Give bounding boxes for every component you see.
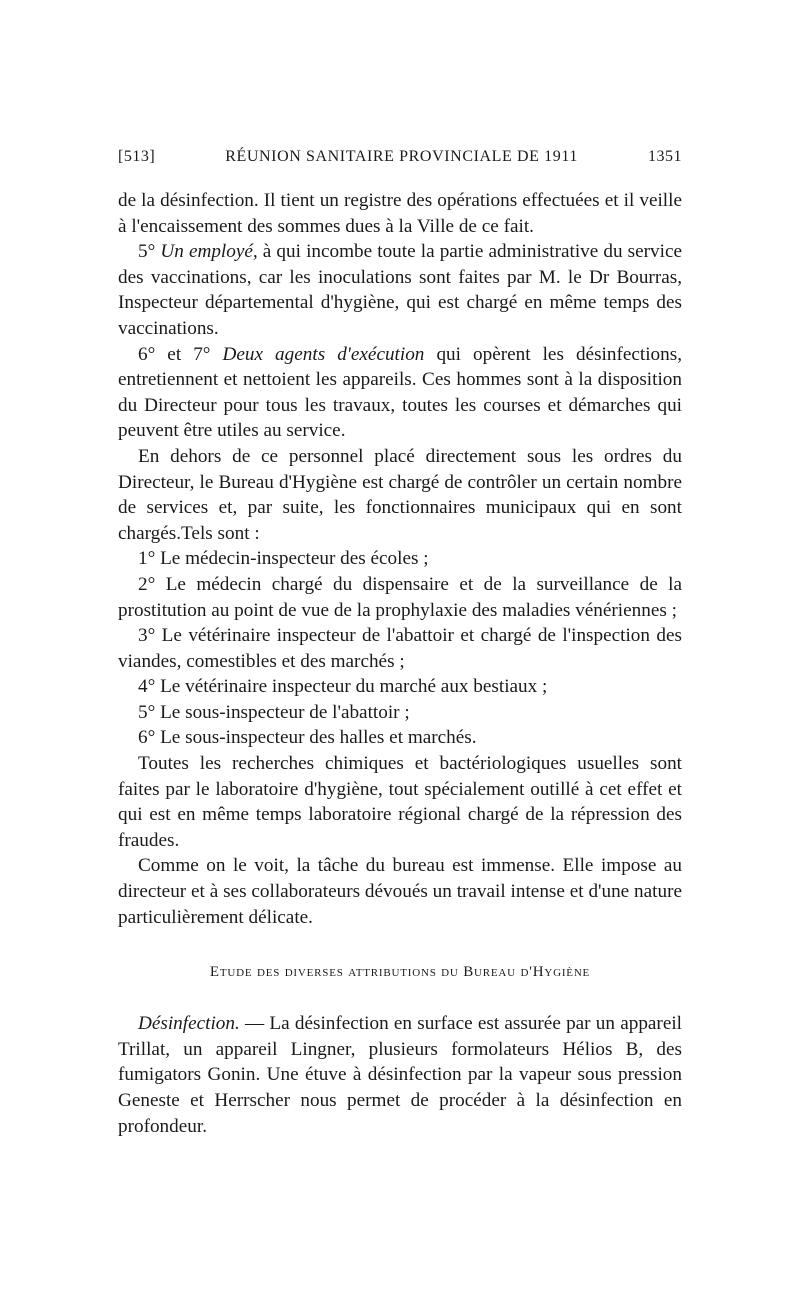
list-item [118, 674, 682, 700]
list-item [118, 572, 682, 623]
text-run: 6° Le sous-inspecteur des halles et marchés. [138, 727, 477, 749]
text-run: à qui incombe toute la partie administrative du service des vaccinations, car les inoculations sont faites par M. le Dr Bourras, Inspecteur départemental d'hygiène, qui est chargé en même temps des vaccinations. [118, 241, 683, 339]
text-run: 6° et 7° [138, 343, 223, 365]
running-header [118, 148, 682, 166]
text-run: En dehors de ce personnel placé directement sous les ordres du Directeur, le Bureau d'Hygiène est chargé de contrôler un certain nombre de services et, par suite, les fonctionnaires municipaux qui en sont chargés.Tels sont : [118, 445, 682, 544]
book-page [118, 148, 682, 1139]
paragraph [118, 853, 682, 930]
list-item [118, 700, 682, 726]
body-text [118, 188, 682, 1139]
section-heading: Etude des diverses attributions du Bureau d'Hygiène [209, 964, 591, 981]
list-item [118, 623, 682, 674]
list-item [118, 725, 682, 751]
text-run: 5° [138, 241, 161, 263]
text-run: Toutes les recherches chimiques et bactériologiques usuelles sont faites par le laboratoire d'hygiène, tout spécialement outillé à cet effet et qui est en même temps laboratoire régional chargé de la répression des fraudes. [118, 753, 682, 851]
italic-run: Deux agents d'exécution [222, 343, 425, 365]
paragraph [118, 1011, 682, 1139]
header-title: RÉUNION SANITAIRE PROVINCIALE DE 1911 [225, 148, 578, 165]
text-run: Comme on le voit, la tâche du bureau est immense. Elle impose au directeur et à ses collaborateurs dévoués un travail intense et d'une nature particulièrement délicate. [118, 855, 682, 928]
paragraph [118, 188, 682, 239]
italic-run: Un employé, [160, 241, 258, 263]
header-bracket-number: [513] [118, 148, 156, 165]
paragraph [118, 239, 682, 341]
text-run: — La désinfection en surface est assurée par un appareil Trillat, un appareil Lingner, plusieurs formolateurs Hélios B, des fumigators Gonin. Une étuve à désinfection par la vapeur sous pression Geneste et Herrscher nous permet de procéder à la désinfection en profondeur. [118, 1013, 682, 1137]
page-number: 1351 [648, 148, 682, 165]
text-run: 2° Le médecin chargé du dispensaire et de la surveillance de la prostitution au point de vue de la prophylaxie des maladies vénériennes ; [118, 573, 682, 621]
list-item [118, 546, 682, 572]
text-run: qui opèrent les désinfections, entretiennent et nettoient les appareils. Ces hommes sont à la disposition du Directeur pour tous les travaux, toutes les courses et démarches qui peuvent être utiles au service. [118, 343, 682, 442]
paragraph [118, 751, 682, 853]
text-run: 4° Le vétérinaire inspecteur du marché aux bestiaux ; [138, 676, 548, 698]
text-run: 5° Le sous-inspecteur de l'abattoir ; [138, 701, 410, 723]
italic-run: Désinfection. [138, 1013, 240, 1035]
text-run: de la désinfection. Il tient un registre des opérations effectuées et il veille à l'encaissement des sommes dues à la Ville de ce fait. [118, 190, 682, 237]
paragraph [118, 444, 682, 546]
text-run: 1° Le médecin-inspecteur des écoles ; [138, 548, 429, 570]
paragraph [118, 342, 682, 444]
text-run: 3° Le vétérinaire inspecteur de l'abattoir et chargé de l'inspection des viandes, comestibles et des marchés ; [118, 625, 682, 672]
